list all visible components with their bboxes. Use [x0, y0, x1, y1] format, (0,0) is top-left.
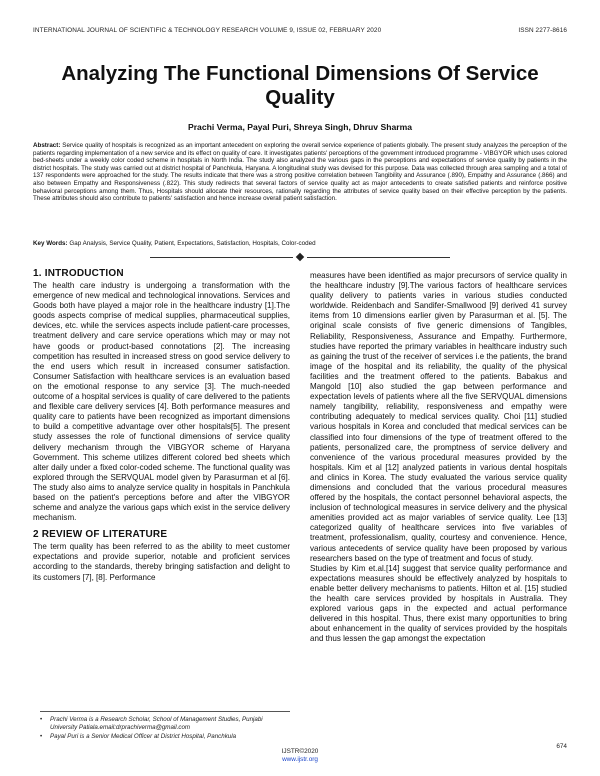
- diamond-icon: [296, 253, 304, 261]
- abstract-label: Abstract:: [33, 142, 61, 149]
- keywords-label: Key Words:: [33, 240, 68, 247]
- review-heading: 2 REVIEW OF LITERATURE: [33, 529, 168, 541]
- introduction-heading: 1. INTRODUCTION: [33, 268, 124, 279]
- introduction-text: The health care industry is undergoing a transformation with the emergence of new medical and technological innovations. Services and Goods both have played a major role in the healthcare industry [1].The goods aspects comprise of medical supplies, pharmaceutical supplies, devices, etc. while the services aspects include patient-care processes, treatment delivery and care service operations which may or may not have goods or product-based connotations [2]. The increasing competition has resulted in increased stress on good service delivery to the end users which result in increased consumer satisfaction. Consumer Satisfaction with healthcare services is an evaluation based on the emotional response to any service [3]. The much-needed outcome of a hospital services is quality of care delivered to the patients and flexible care delivery services [4]. Both performance measures and quality care to patients have been recognized as important dimensions to build a competitive advantage over other hospitals[5]. The present study assesses the role of functional dimensions of service quality delivery mechanism through the VIBGYOR scheme of Haryana Government. This scheme utilizes different colored bed sheets which alter daily under a fixed color-coded scheme. The functional quality was explored through the SERVQUAL model given by Parasurman et al [6]. The study also aims to analyze service quality in hospitals in Panchkula based on the patient's perceptions before and after the VIBGYOR scheme and analyze the various gaps which exist in the service delivery mechanism.: [33, 281, 290, 523]
- abstract: [33, 142, 567, 203]
- journal-url-link[interactable]: www.ijstr.org: [282, 756, 318, 763]
- copyright: IJSTR©2020: [281, 748, 319, 755]
- running-header: [33, 27, 567, 34]
- footnote-item: • Payal Puri is a Senior Medical Officer at District Hospital, Panchkula: [40, 733, 290, 741]
- keywords: [33, 240, 567, 248]
- journal-name: INTERNATIONAL JOURNAL OF SCIENTIFIC & TECHNOLOGY RESEARCH VOLUME 9, ISSUE 02, FEBRUARY 2020: [33, 27, 382, 34]
- author-footnotes: [40, 711, 290, 741]
- abstract-text: Service quality of hospitals is recognized as an important antecedent on exploring the overall service experience of patients globally. The present study analyzes the perception of the patients regarding implementation of a new service and its effect on quality of care. It investigates patients' perceptions of the government introduced programme - VIBGYOR which uses colored bed-sheets under a weekly color coded scheme in hospitals in North India. The study also analyzed the various gaps in the perceptions and expectations of service quality by patients in the district hospitals. The study was carried out at district hospital of Panchkula, Haryana. A longitudinal study was devised for this purpose. Data was collected through area sampling and a total of 137 respondents were approached for the study. The results indicate that there was a strong positive correlation between Tangibility and Assurance (.890), Empathy and Assurance (.866) and also between Empathy and Responsiveness (.822). This study redirects that several factors of service quality act as major antecedents to create satisfied patients and reinforce positive behavioral perceptions among them. Thus, Hospitals should allocate their resources, rationally regarding the attributes of service quality based on their effective perception by the patients. These attributes should also contribute to patients' satisfaction and hence increase overall patient satisfaction.: [33, 142, 567, 203]
- divider-line-right: [307, 257, 450, 258]
- authors: Prachi Verma, Payal Puri, Shreya Singh, Dhruv Sharma: [187, 122, 412, 132]
- review-second-paragraph: Studies by Kim et.al.[14] suggest that service quality performance and expectations measures should be effectively analyzed by hospitals to enable better delivery mechanisms to patients. Hilton et al. [15] studied the health care services provided by hospitals in Australia. They explored various gaps in the expected and actual performance delivered in this hospital. Thus, there exist many opportunities to bring about enhancement in the quality of services provided by the hospitals and thus lessen the gap amongst the expectation: [310, 563, 567, 644]
- page-footer: [0, 748, 600, 764]
- review-continued-text: measures have been identified as major precursors of service quality in the healthcare industry [9].The various factors of healthcare services quality delivery to patients varies in various studies conducted worldwide. Reidenbach and Sandifer-Smallwood [9] derived 41 survey items from 10 dimensions earlier given by Parasurman et al. [5]. The original scale consists of five generic dimensions of Tangibles, Reliability, Responsiveness, Assurance and Empathy. Furthermore, studies have reported the primary variables in healthcare industry such as gaining the trust of the receiver of services i.e the patients, the brand image of the hospital and its reliability, the quality of the physical facilities and the treatment offered to the patients. Babakus and Mangold [10] also studied the gap between performance and expectation levels of patients where all the five SERVQUAL dimensions namely tangibility, reliability, responsiveness and empathy were contributing adequately to medical services quality. Choi [11] studied various hospitals in Korea and concluded that medical services can be classified into four dimensions of the type of treatment offered to the patients, personalized care, the promptness of service delivery and convenience of the various procedural measures provided by the hospitals. Kim et al [12] analyzed patients in various dental hospitals and clinics in Korea. The study evaluated the various service quality dimensions and concluded that the various procedural measures offered by the hospitals, the contact personnel behavioral aspects, the inclusion of technological measures in service delivery and the physical amenities provided act as major variables of service quality. Lee [13] categorized quality of healthcare services into five variables of treatment, professionalism, quality, courtesy and convenience. Hence, various antecedents of service quality have been proposed by various researchers based on the type of treatment and focus of study.: [310, 271, 567, 563]
- divider-line-left: [150, 257, 293, 258]
- right-column: [310, 271, 567, 644]
- review-text: The term quality has been referred to as the ability to meet customer expectations and provide superior, notable and proficient services according to the standards, thereby bringing satisfaction and delight to its customers [7], [8]. Performance: [33, 542, 290, 582]
- paper-title: Analyzing The Functional Dimensions Of Service Quality: [61, 62, 539, 109]
- issn: ISSN 2277-8616: [518, 27, 567, 34]
- page-number: 674: [556, 743, 567, 750]
- left-column: [33, 268, 290, 583]
- section-divider: [150, 252, 450, 262]
- keywords-text: Gap Analysis, Service Quality, Patient, Expectations, Satisfaction, Hospitals, Color-coded: [69, 240, 316, 247]
- footnote-item: • Prachi Verma is a Research Scholar, School of Management Studies, Punjabi University Patiala.email:drprachiverma@gmail.com: [40, 716, 290, 733]
